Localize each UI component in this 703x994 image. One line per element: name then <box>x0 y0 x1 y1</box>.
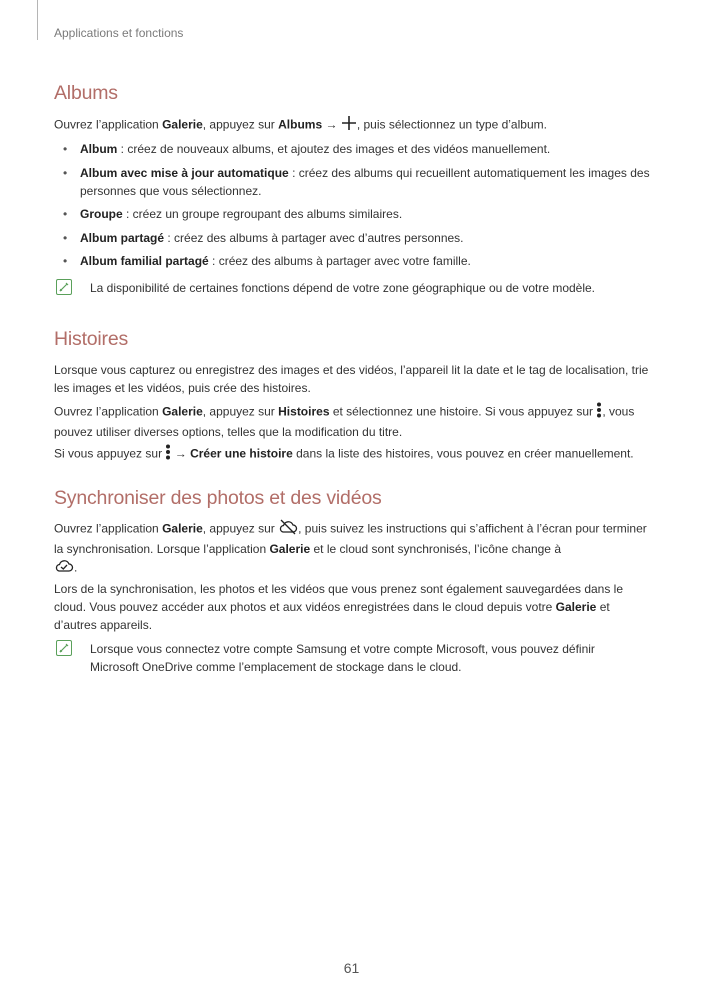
list-item: • Album partagé : créez des albums à partager avec d’autres personnes. <box>54 229 654 247</box>
list-item: • Album : créez de nouveaux albums, et ajoutez des images et des vidéos manuellement. <box>54 140 654 158</box>
section-title-sync: Synchroniser des photos et des vidéos <box>54 487 382 509</box>
plus-icon <box>341 115 357 136</box>
page-number: 61 <box>343 960 360 976</box>
albums-tab-label: Albums <box>278 117 323 132</box>
list-item: • Groupe : créez un groupe regroupant des albums similaires. <box>54 205 654 223</box>
sync-paragraph-2: Lors de la synchronisation, les photos et les vidéos que vous prenez sont également sauvegardées dans le cloud. Vous pouvez accéder aux photos et aux vidéos enregistrées dans le cloud depuis votre Galerie et d’autres appareils. <box>54 582 624 632</box>
cloud-synced-icon <box>54 558 74 579</box>
section-title-histoires: Histoires <box>54 328 129 350</box>
header-rule <box>37 0 38 40</box>
note-text: La disponibilité de certaines fonctions dépend de votre zone géographique ou de votre modèle. <box>90 281 596 295</box>
sync-paragraph-1: Ouvrez l’application Galerie, appuyez sur , puis suivez les instructions qui s’affichent à l’écran pour terminer la synchronisation. Lorsque l’application Galerie et le cloud sont synchronisés, l’icône change à . <box>54 519 654 579</box>
list-item: • Album familial partagé : créez des albums à partager avec votre famille. <box>54 252 654 270</box>
note-icon <box>56 279 72 295</box>
histoires-paragraph-2: Ouvrez l’application Galerie, appuyez sur Histoires et sélectionnez une histoire. Si vous appuyez sur , vous pouvez utiliser diverses options, telles que la modification du titre. <box>54 402 654 441</box>
albums-intro: Ouvrez l’application Galerie, appuyez sur Albums → , puis sélectionnez un type d’album. <box>54 115 654 136</box>
album-types-list <box>54 140 654 276</box>
note-text: Lorsque vous connectez votre compte Samsung et votre compte Microsoft, vous pouvez définir Microsoft OneDrive comme l’emplacement de stockage dans le cloud. <box>90 642 595 674</box>
section-title-albums: Albums <box>54 82 118 104</box>
cloud-off-icon <box>278 519 298 540</box>
note-icon <box>56 640 72 656</box>
running-header: Applications et fonctions <box>54 26 184 40</box>
app-name-galerie: Galerie <box>162 117 203 132</box>
histoires-paragraph-3: Si vous appuyez sur → Créer une histoire dans la liste des histoires, vous pouvez en créer manuellement. <box>54 444 654 465</box>
histoires-paragraph-1: Lorsque vous capturez ou enregistrez des images et des vidéos, l’appareil lit la date et le tag de localisation, trie les images et les vidéos, puis crée des histoires. <box>54 363 649 395</box>
list-item: • Album avec mise à jour automatique : créez des albums qui recueillent automatiquement les images des personnes que vous sélectionnez. <box>54 164 654 200</box>
